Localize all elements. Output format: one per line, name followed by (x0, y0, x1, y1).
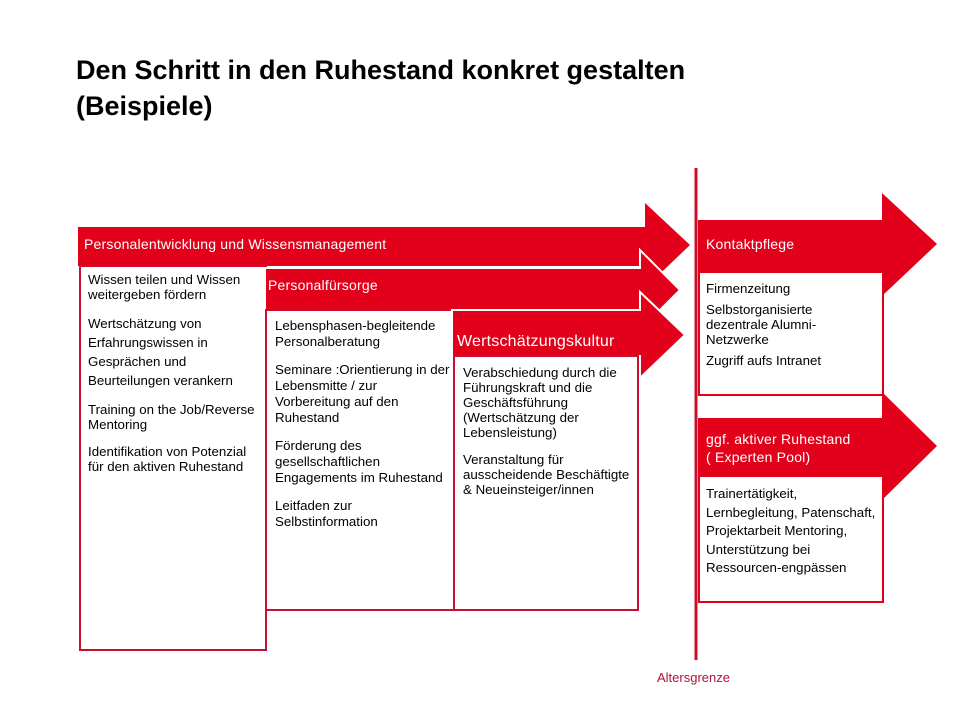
box-3-item-2: Veranstaltung für ausscheidende Beschäftigte & Neueinsteiger/innen (463, 452, 630, 497)
box-2-item-4: Leitfaden zur Selbstinformation (275, 498, 378, 529)
box-wertschaetzungskultur (463, 365, 633, 509)
title-line-1: Den Schritt in den Ruhestand konkret gestalten (76, 55, 686, 85)
label-wertschaetzungskultur: Wertschätzungskultur (457, 333, 615, 350)
box-2-item-2: Seminare :Orientierung in der Lebensmitte / zur Vorbereitung auf den Ruhestand (275, 362, 450, 425)
box-1-item-3: Training on the Job/Reverse Mentoring (88, 402, 255, 432)
label-personalentwicklung: Personalentwicklung und Wissensmanagement (84, 236, 387, 252)
box-4-item-2: Selbstorganisierte dezentrale Alumni-Netzwerke (706, 302, 817, 347)
label-kontaktpflege: Kontaktpflege (706, 236, 795, 252)
title-line-2: (Beispiele) (76, 91, 213, 121)
label-aktiver-ruhestand-line-1: ggf. aktiver Ruhestand (706, 431, 851, 447)
box-3-item-1: Verabschiedung durch die Führungskraft und die Geschäftsführung (Wertschätzung der Lebensleistung) (463, 365, 617, 440)
box-kontaktpflege (706, 281, 878, 374)
box-personalfuersorge (275, 318, 450, 542)
box-5-item-1: Trainertätigkeit, Lernbegleitung, Patenschaft, Projektarbeit Mentoring, Unterstützung bei Ressourcen-engpässen (706, 486, 876, 575)
label-aktiver-ruhestand (706, 430, 850, 466)
label-aktiver-ruhestand-line-2: ( Experten Pool) (706, 449, 811, 465)
box-2-item-3: Förderung des gesellschaftlichen Engagements im Ruhestand (275, 438, 443, 485)
box-1-item-2: Wertschätzung von Erfahrungswissen in Gesprächen und Beurteilungen verankern (88, 316, 233, 388)
box-1-item-1: Wissen teilen und Wissen weitergeben fördern (88, 272, 241, 302)
box-personalentwicklung (88, 272, 260, 486)
altersgrenze-label: Altersgrenze (657, 670, 730, 685)
box-1-item-4: Identifikation von Potenzial für den aktiven Ruhestand (88, 444, 247, 474)
box-4-item-1: Firmenzeitung (706, 281, 791, 296)
box-4-item-3: Zugriff aufs Intranet (706, 353, 822, 368)
box-2-item-1: Lebensphasen-begleitende Personalberatung (275, 318, 436, 349)
label-personalfuersorge: Personalfürsorge (268, 277, 378, 293)
box-aktiver-ruhestand (706, 485, 881, 590)
